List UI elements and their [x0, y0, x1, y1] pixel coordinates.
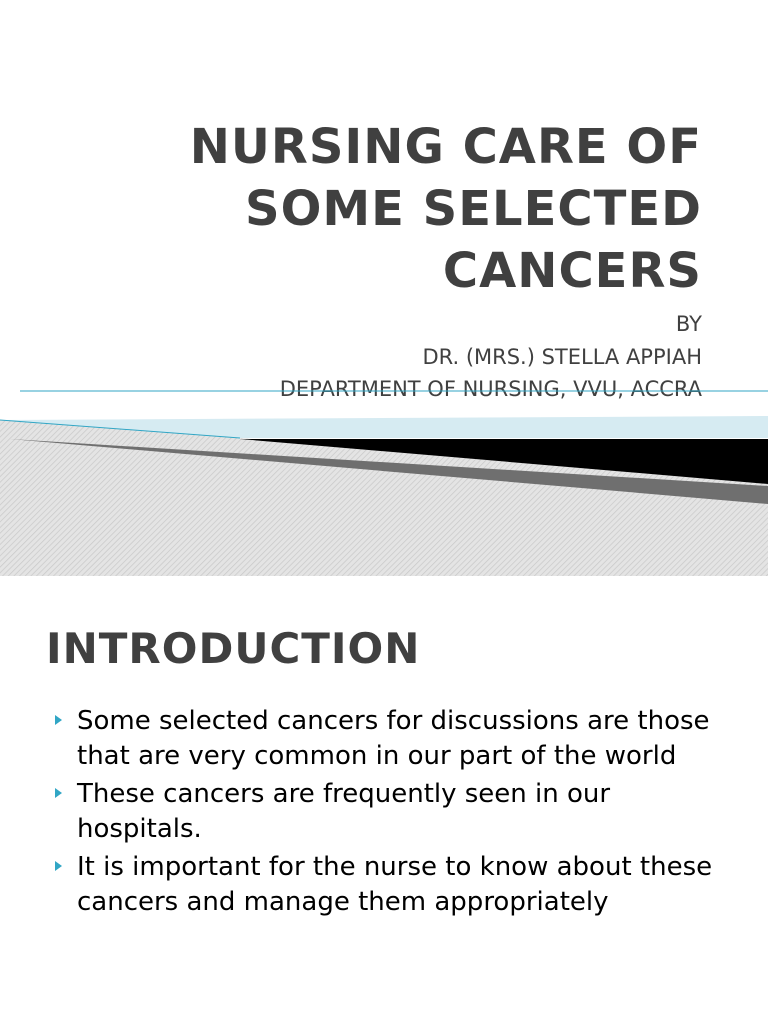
list-item — [52, 850, 722, 919]
slide-heading: INTRODUCTION — [46, 624, 421, 673]
bullet-text: It is important for the nurse to know about these cancers and manage them appropriately — [77, 852, 713, 917]
subtitle-line: DR. (MRS.) STELLA APPIAH — [422, 344, 702, 369]
bullet-list — [52, 704, 722, 923]
title-line: CANCERS — [442, 243, 702, 299]
bullet-text: Some selected cancers for discussions are those that are very common in our part of the world — [77, 706, 710, 771]
title-line: SOME SELECTED — [245, 181, 702, 237]
subtitle-line: BY — [675, 312, 702, 336]
list-item — [52, 777, 722, 846]
bullet-triangle-icon — [55, 715, 62, 725]
list-item — [52, 704, 722, 773]
slide-title — [62, 116, 702, 302]
bullet-triangle-icon — [55, 861, 62, 871]
introduction-slide — [0, 576, 768, 1024]
bullet-text: These cancers are frequently seen in our hospitals. — [77, 779, 611, 844]
bullet-triangle-icon — [55, 788, 62, 798]
subtitle-line: DEPARTMENT OF NURSING, VVU, ACCRA — [279, 377, 702, 401]
decorative-stripes — [0, 380, 768, 576]
title-line: NURSING CARE OF — [189, 119, 702, 175]
